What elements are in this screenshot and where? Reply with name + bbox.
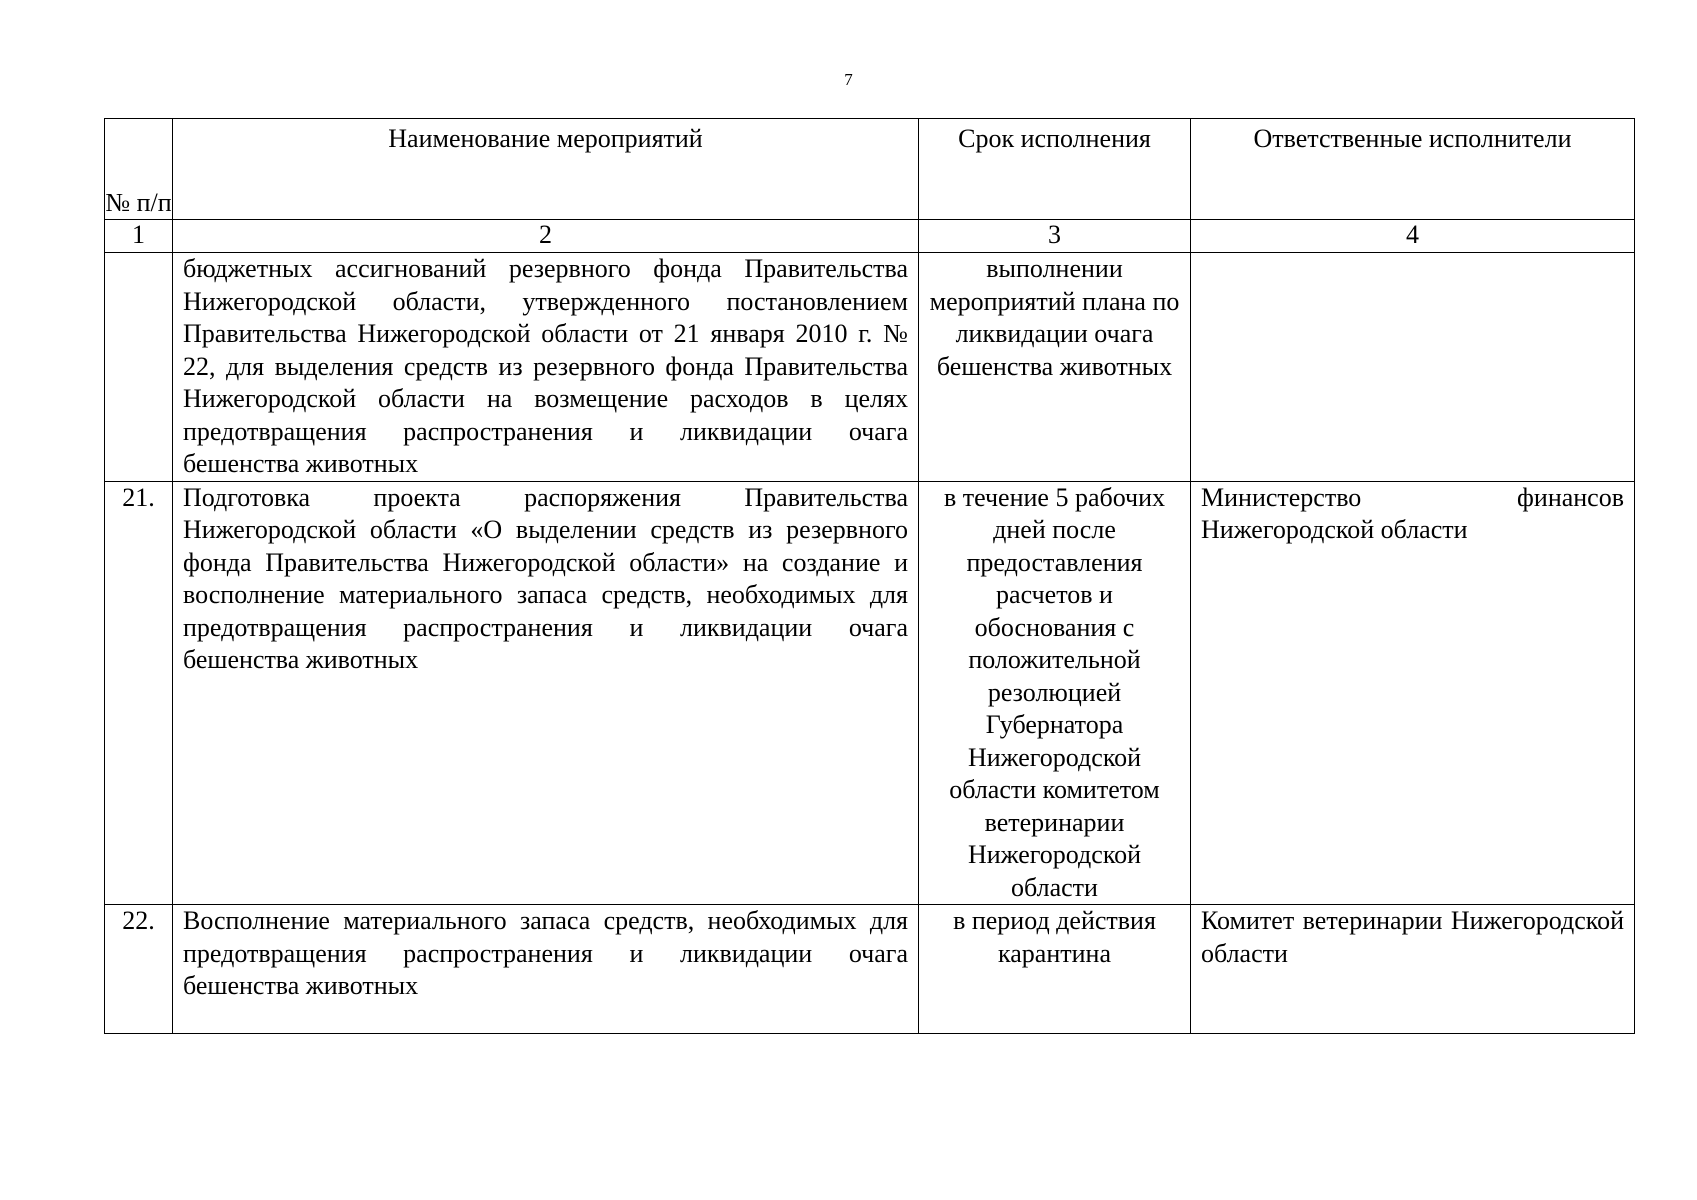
header-num: № п/п: [105, 119, 173, 220]
row-responsible: Комитет ветеринарии Нижегородской области: [1191, 905, 1635, 1034]
row-name: бюджетных ассигнований резервного фонда Правительства Нижегородской области, утвержденного постановлением Правительства Нижегородской области от 21 января 2010 г. № 22, для выделения средств из резервного фонда Правительства Нижегородской области на возмещение расходов в целях предотвращения распространения и ликвидации очага бешенства животных: [173, 253, 919, 482]
column-number: 2: [173, 220, 919, 253]
row-responsible: [1191, 253, 1635, 482]
row-name: Подготовка проекта распоряжения Правительства Нижегородской области «О выделении средств из резервного фонда Правительства Нижегородской области» на создание и восполнение материального запаса средств, необходимых для предотвращения распространения и ликвидации очага бешенства животных: [173, 481, 919, 905]
row-num: 22.: [105, 905, 173, 1034]
row-term: в течение 5 рабочих дней после предоставления расчетов и обоснования с положительной резолюцией Губернатора Нижегородской области комитетом ветеринарии Нижегородской области: [919, 481, 1191, 905]
row-term: в период действия карантина: [919, 905, 1191, 1034]
table-row: [105, 481, 1635, 905]
table-row: [105, 905, 1635, 1034]
column-number: 1: [105, 220, 173, 253]
measures-table: [104, 118, 1635, 1034]
row-term: выполнении мероприятий плана по ликвидации очага бешенства животных: [919, 253, 1191, 482]
row-num: [105, 253, 173, 482]
table-header-row: [105, 119, 1635, 220]
table-row: [105, 253, 1635, 482]
column-number-row: [105, 220, 1635, 253]
row-name: Восполнение материального запаса средств, необходимых для предотвращения распространения и ликвидации очага бешенства животных: [173, 905, 919, 1034]
row-responsible: Министерство финансов Нижегородской области: [1191, 481, 1635, 905]
header-name: Наименование мероприятий: [173, 119, 919, 220]
row-num: 21.: [105, 481, 173, 905]
header-responsible: Ответственные исполнители: [1191, 119, 1635, 220]
column-number: 4: [1191, 220, 1635, 253]
column-number: 3: [919, 220, 1191, 253]
header-term: Срок исполнения: [919, 119, 1191, 220]
page-number: 7: [844, 70, 853, 89]
